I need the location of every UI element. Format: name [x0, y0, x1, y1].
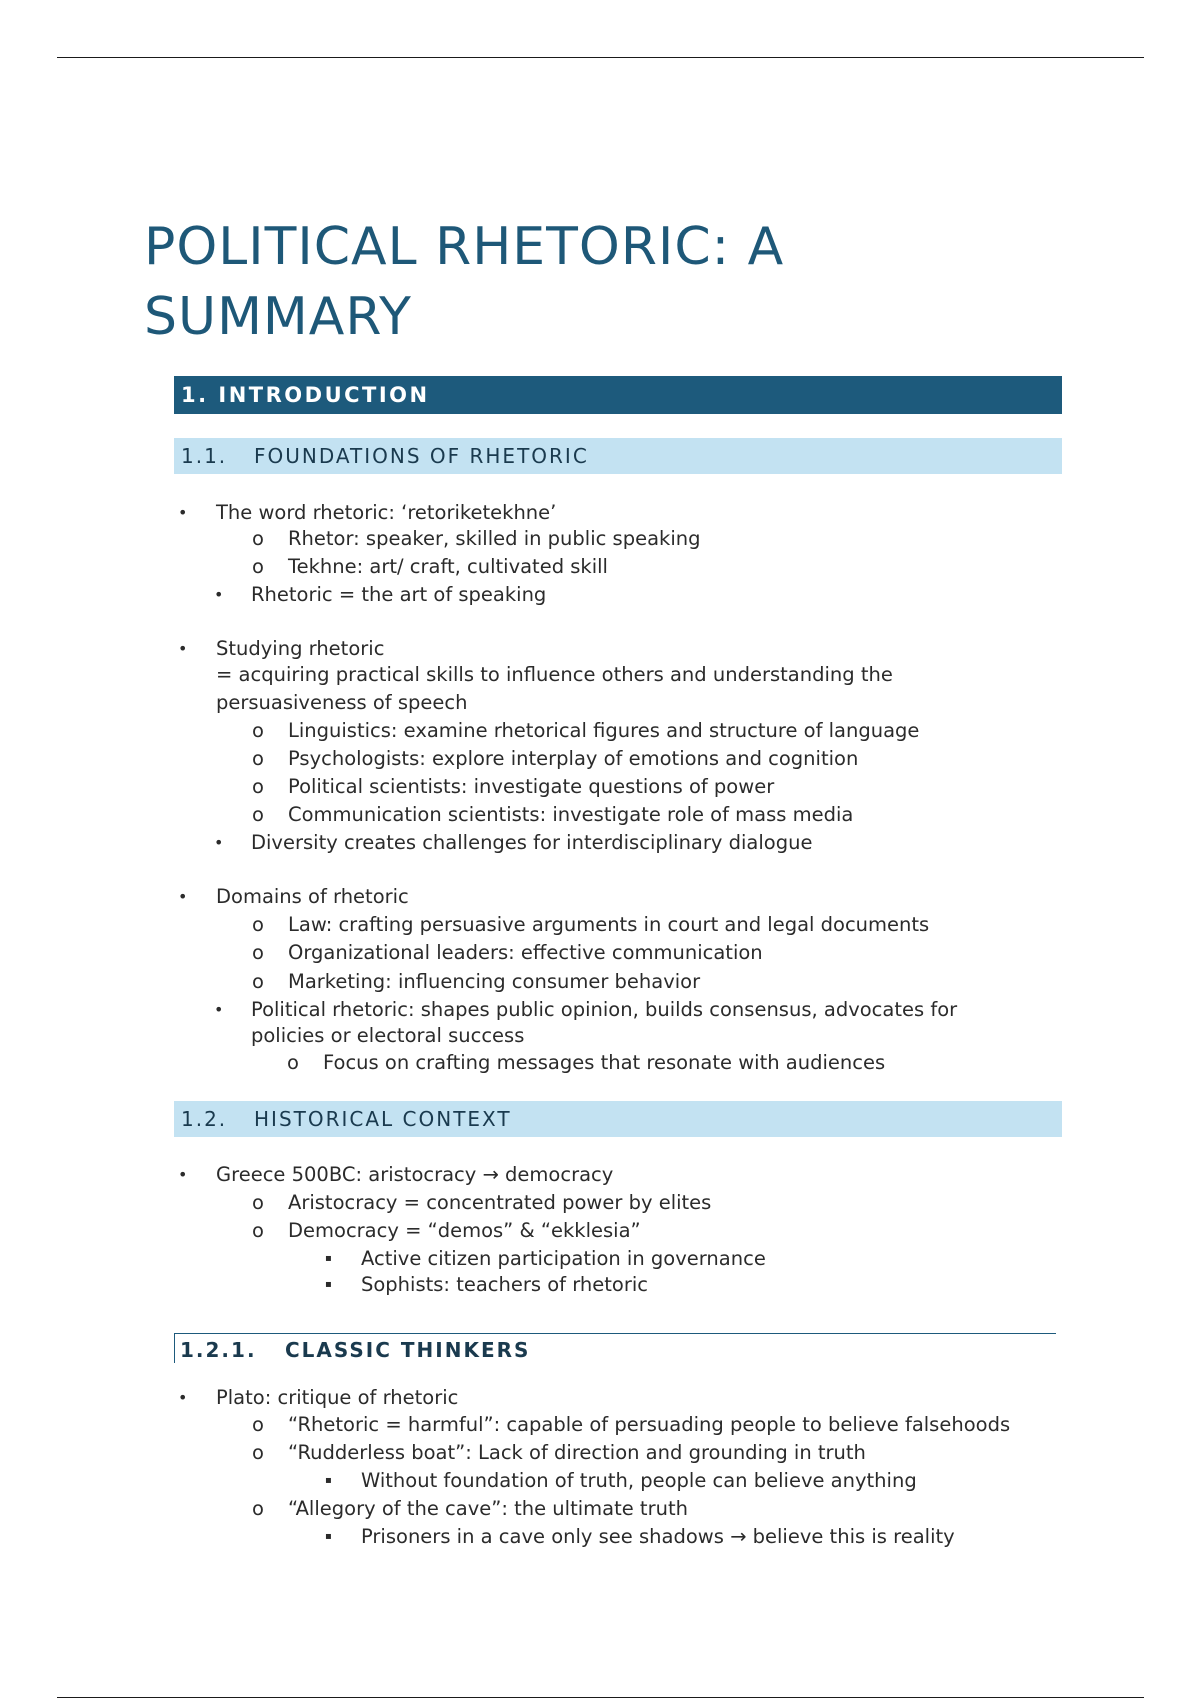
list-item: Studying rhetoric	[216, 637, 385, 660]
list-item: Diversity creates challenges for interdisciplinary dialogue	[251, 831, 813, 854]
list-item: “Rudderless boat”: Lack of direction and grounding in truth	[288, 1441, 866, 1464]
section-label: FOUNDATIONS OF RHETORIC	[254, 444, 589, 468]
page-title: POLITICAL RHETORIC: A SUMMARY	[144, 217, 785, 347]
bullet-disc: •	[214, 585, 224, 604]
list-item: persuasiveness of speech	[216, 691, 468, 714]
list-item: Communication scientists: investigate role of mass media	[288, 803, 854, 826]
bullet-circle: o	[287, 1051, 299, 1074]
list-item: The word rhetoric: ‘retoriketekhne’	[216, 501, 557, 524]
section-label: HISTORICAL CONTEXT	[254, 1107, 512, 1131]
bullet-square: ▪	[325, 1279, 332, 1290]
list-item: Psychologists: explore interplay of emotions and cognition	[288, 747, 859, 770]
list-item: = acquiring practical skills to influence others and understanding the	[216, 663, 893, 686]
list-item: Law: crafting persuasive arguments in court and legal documents	[288, 913, 930, 936]
list-item: Rhetor: speaker, skilled in public speaking	[288, 527, 701, 550]
bullet-disc: •	[214, 833, 224, 852]
list-item: Tekhne: art/ craft, cultivated skill	[288, 555, 608, 578]
bullet-circle: o	[252, 941, 264, 964]
footer-rule	[57, 1697, 1144, 1698]
list-item: Marketing: influencing consumer behavior	[288, 970, 701, 993]
list-item: Political scientists: investigate questions of power	[288, 775, 775, 798]
list-item: Focus on crafting messages that resonate with audiences	[323, 1051, 886, 1074]
section-introduction-heading	[174, 376, 1062, 414]
bullet-circle: o	[252, 527, 264, 550]
list-item: Linguistics: examine rhetorical figures and structure of language	[288, 719, 920, 742]
list-item: policies or electoral success	[251, 1024, 525, 1047]
bullet-disc: •	[178, 887, 188, 906]
bullet-disc: •	[178, 503, 188, 522]
list-item: “Allegory of the cave”: the ultimate truth	[288, 1497, 688, 1520]
bullet-square: ▪	[325, 1531, 332, 1542]
list-item: Plato: critique of rhetoric	[216, 1386, 459, 1409]
bullet-circle: o	[252, 913, 264, 936]
section-foundations-heading	[174, 438, 1062, 474]
bullet-circle: o	[252, 1191, 264, 1214]
list-item: Sophists: teachers of rhetoric	[361, 1273, 648, 1296]
bullet-circle: o	[252, 555, 264, 578]
list-item: Aristocracy = concentrated power by elites	[288, 1191, 712, 1214]
bullet-circle: o	[252, 1497, 264, 1520]
bullet-circle: o	[252, 775, 264, 798]
section-label: CLASSIC THINKERS	[285, 1338, 531, 1362]
bullet-circle: o	[252, 970, 264, 993]
section-historical-context-heading	[174, 1101, 1062, 1137]
section-number: 1.1.	[181, 444, 228, 468]
bullet-disc: •	[214, 1000, 224, 1019]
list-item: Greece 500BC: aristocracy → democracy	[216, 1163, 614, 1186]
bullet-circle: o	[252, 1413, 264, 1436]
bullet-circle: o	[252, 1441, 264, 1464]
bullet-circle: o	[252, 803, 264, 826]
section-number: 1.	[181, 383, 209, 407]
bullet-circle: o	[252, 747, 264, 770]
header-rule	[57, 57, 1144, 58]
section-classic-thinkers-heading	[174, 1333, 1056, 1363]
list-item: Democracy = “demos” & “ekklesia”	[288, 1219, 641, 1242]
section-number: 1.2.1.	[180, 1338, 257, 1362]
list-item: Domains of rhetoric	[216, 885, 409, 908]
bullet-square: ▪	[325, 1253, 332, 1264]
bullet-disc: •	[178, 639, 188, 658]
list-item: Prisoners in a cave only see shadows → believe this is reality	[361, 1525, 955, 1548]
list-item: Organizational leaders: effective communication	[288, 941, 763, 964]
list-item: “Rhetoric = harmful”: capable of persuading people to believe falsehoods	[288, 1413, 1011, 1436]
list-item: Without foundation of truth, people can believe anything	[361, 1469, 917, 1492]
bullet-square: ▪	[325, 1475, 332, 1486]
bullet-disc: •	[178, 1388, 188, 1407]
section-label: INTRODUCTION	[218, 383, 430, 407]
list-item: Political rhetoric: shapes public opinion, builds consensus, advocates for	[251, 998, 958, 1021]
section-number: 1.2.	[181, 1107, 228, 1131]
list-item: Rhetoric = the art of speaking	[251, 583, 547, 606]
bullet-disc: •	[178, 1165, 188, 1184]
bullet-circle: o	[252, 719, 264, 742]
list-item: Active citizen participation in governance	[361, 1247, 766, 1270]
bullet-circle: o	[252, 1219, 264, 1242]
